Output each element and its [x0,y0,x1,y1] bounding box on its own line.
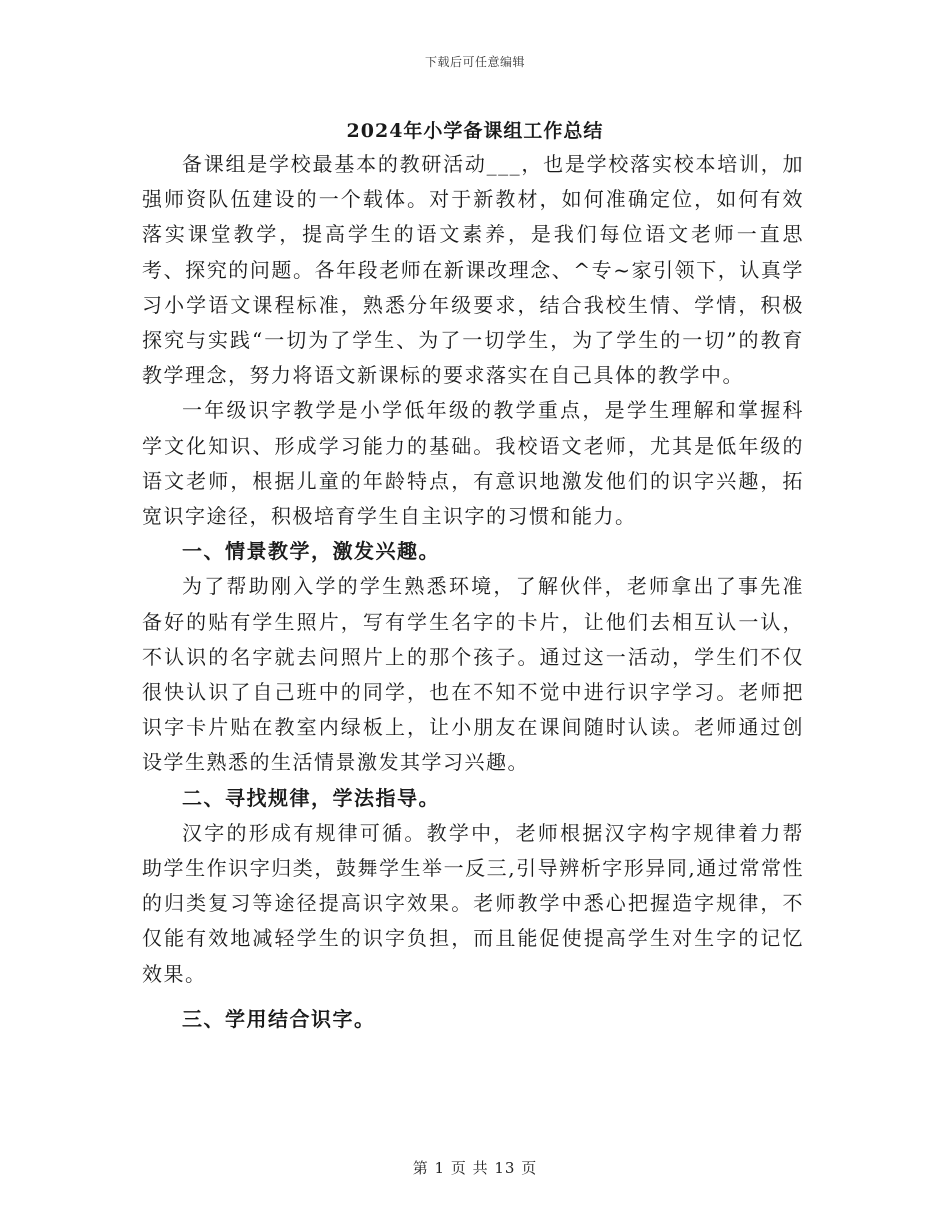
paragraph-literacy: 一年级识字教学是小学低年级的教学重点，是学生理解和掌握科学文化知识、形成学习能力的基础。我校语文老师，尤其是低年级的语文老师，根据儿童的年龄特点，有意识地激发他们的识字兴趣，拓宽识字途径，积极培育学生自主识字的习惯和能力。 [142,398,804,529]
document-title: 2024年小学备课组工作总结 [346,120,604,142]
header-note: 下载后可任意编辑 [424,55,525,69]
section-heading-1: 一、情景教学，激发兴趣。 [182,539,440,564]
paragraph-section-2: 汉字的形成有规律可循。教学中，老师根据汉字构字规律着力帮助学生作识字归类，鼓舞学生举一反三,引导辨析字形异同,通过常常性的归类复习等途径提高识字效果。老师教学中悉心把握造字规律，不仅能有效地减轻学生的识字负担，而且能促使提高学生对生字的记忆效果。 [142,820,804,986]
document-body [142,147,804,1037]
paragraph-section-1: 为了帮助刚入学的学生熟悉环境，了解伙伴，老师拿出了事先准备好的贴有学生照片，写有学生名字的卡片，让他们去相互认一认，不认识的名字就去问照片上的那个孩子。通过这一活动，学生们不仅很快认识了自己班中的同学，也在不知不觉中进行识字学习。老师把识字卡片贴在教室内绿板上，让小朋友在课间随时认读。老师通过创设学生熟悉的生活情景激发其学习兴趣。 [142,574,804,775]
page-footer: 第 1 页 共 13 页 [412,1159,538,1177]
section-heading-3: 三、学用结合识字。 [182,1006,376,1031]
section-heading-2: 二、寻找规律，学法指导。 [182,785,440,810]
paragraph-intro: 备课组是学校最基本的教研活动___，也是学校落实校本培训，加强师资队伍建设的一个载体。对于新教材，如何准确定位，如何有效落实课堂教学，提高学生的语文素养，是我们每位语文老师一直思考、探究的问题。各年段老师在新课改理念、^专~家引领下，认真学习小学语文课程标准，熟悉分年级要求，结合我校生情、学情，积极探究与实践“一切为了学生、为了一切学生，为了学生的一切”的教育教学理念，努力将语文新课标的要求落实在自己具体的教学中。 [142,152,804,388]
